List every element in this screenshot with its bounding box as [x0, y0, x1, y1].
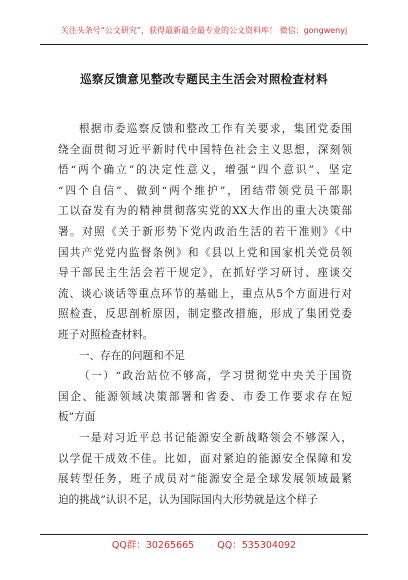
document-title: 巡察反馈意见整改专题民主生活会对照检查材料 — [80, 72, 328, 86]
paragraph-line: （一）“政治站位不够高，学习贯彻党中央关于国资 — [79, 370, 352, 383]
paragraph-line: 以学促干成效不佳。比如，面对紧迫的能源安全保障和发 — [58, 452, 352, 465]
paragraph-line: 一是对习近平总书记能源安全新战略领会不够深入， — [79, 431, 352, 444]
document-body — [58, 119, 352, 510]
section-heading: 一、存在的问题和不足 — [79, 349, 185, 362]
paragraph-line: 班子对照检查材料。 — [58, 328, 154, 341]
paragraph-line: 国企、能源领域决策部署和省委、市委工作要求存在短 — [58, 390, 352, 403]
paragraph-line: 导干部民主生活会若干规定》，在抓好学习研讨、座谈交 — [58, 267, 352, 280]
paragraph-line: 照检查，反思剖析原因，制定整改措施，形成了集团党委 — [58, 308, 352, 321]
paragraph-line: 绕全面贯彻习近平新时代中国特色社会主义思想，深刻领 — [58, 143, 352, 156]
paragraph-line: 悟“两个确立”的决定性意义，增强“四个意识”、坚定 — [58, 164, 352, 177]
paragraph-line: 展转型任务，班子成员对“能源安全是全球发展领域最紧 — [58, 473, 352, 486]
footer-qq: QQ：535304092 — [217, 540, 297, 551]
paragraph-line: 根据市委巡察反馈和整改工作有关要求，集团党委围 — [79, 123, 352, 135]
paragraph-line: 板”方面 — [58, 411, 96, 424]
paragraph-line: 迫的挑战”认识不足，认为国际国内大形势就是这个样子 — [58, 493, 318, 506]
paragraph-line: “四个自信”、做到“两个维护”，团结带领党员干部职 — [58, 184, 352, 197]
header-rule — [40, 44, 368, 45]
paragraph-line: 流、谈心谈话等重点环节的基础上，重点从5个方面进行对 — [58, 287, 352, 300]
paragraph-line: 署。对照《关于新形势下党内政治生活的若干准则》《中 — [58, 225, 352, 238]
footer-rule — [40, 534, 368, 535]
paragraph-line: 国共产党党内监督条例》和《县以上党和国家机关党员领 — [58, 246, 352, 259]
footer-qq-group: QQ群：30265665 — [111, 540, 195, 551]
paragraph-line: 工以奋发有为的精神贯彻落实党的XX大作出的重大决策部 — [58, 205, 352, 218]
footer — [40, 537, 368, 551]
header-banner: 关注头条号“公文研究”，获得最新最全最专业的公文资料库！ 微信：gongwenyj — [60, 26, 348, 35]
